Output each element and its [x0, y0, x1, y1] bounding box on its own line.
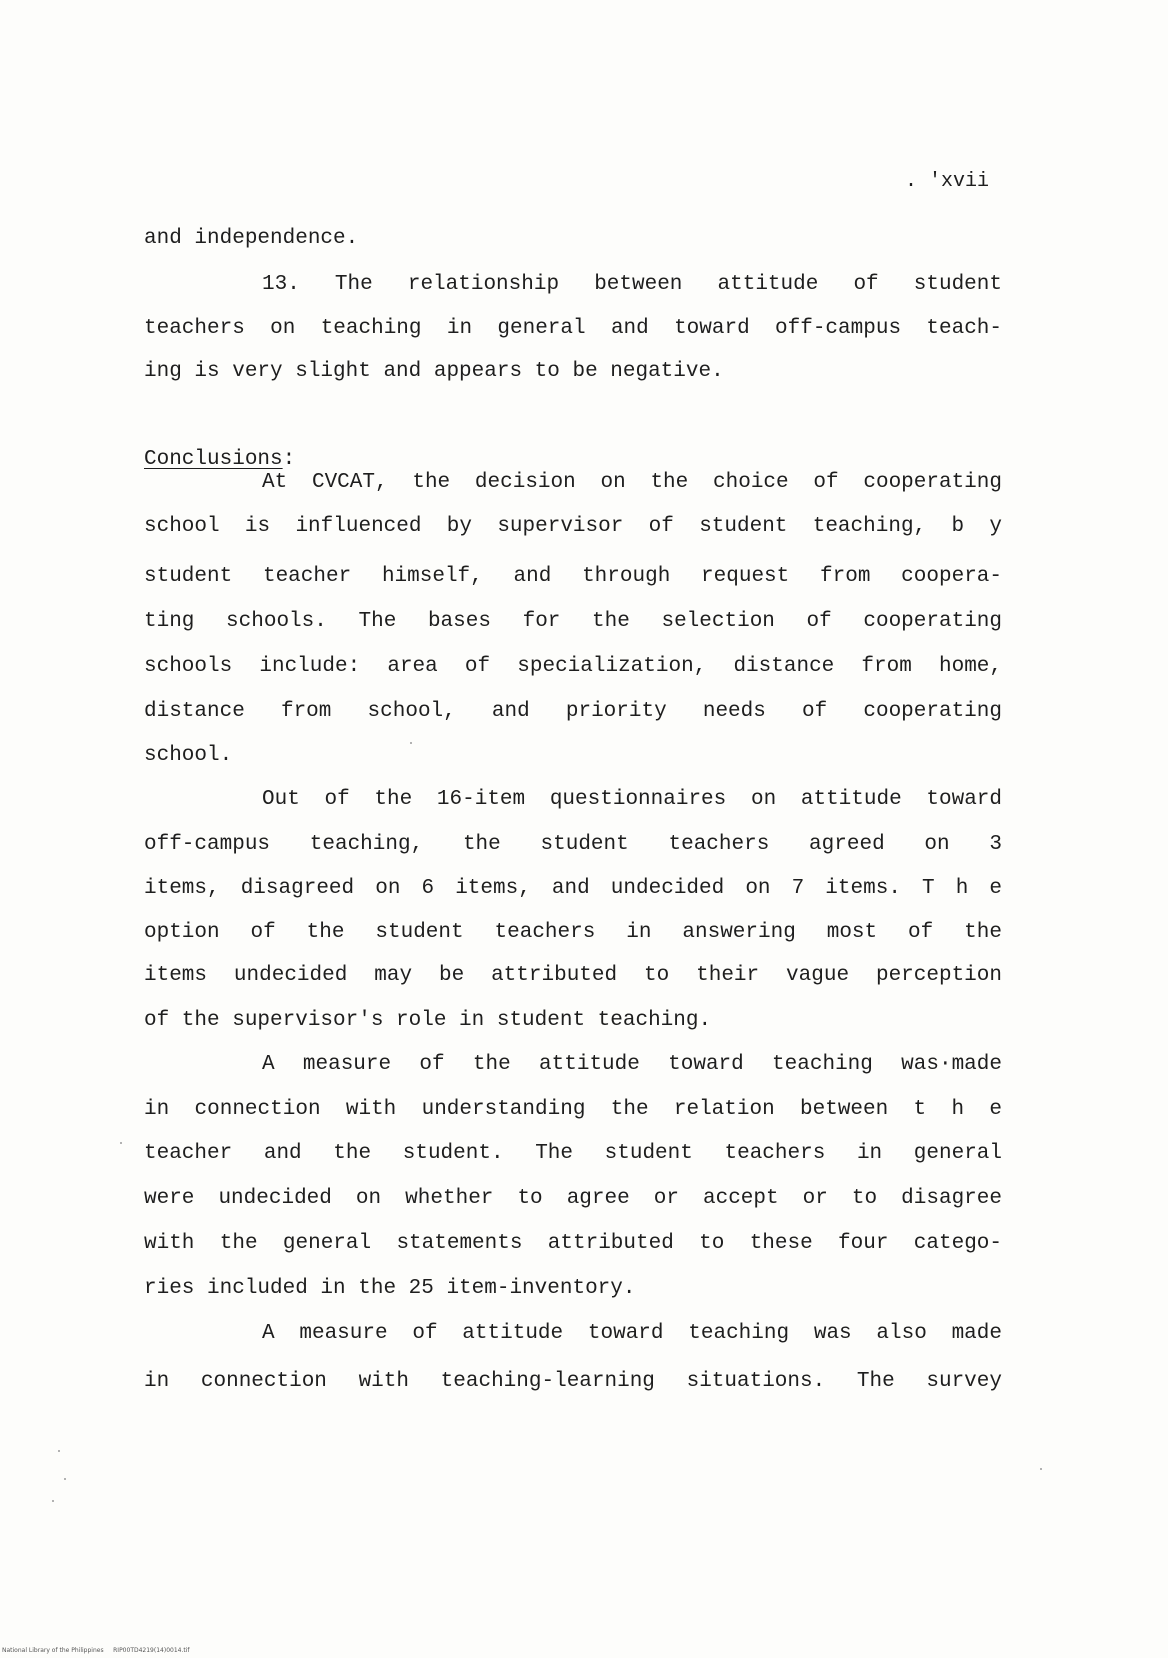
paragraph-2-line: off-campus teaching, the student teachers agreed on 3	[144, 833, 1002, 856]
paragraph-1-line: distance from school, and priority needs of cooperating	[144, 700, 1002, 723]
scan-speck	[58, 1450, 60, 1452]
scan-speck	[1040, 1468, 1042, 1470]
conclusions-heading	[144, 449, 295, 470]
scan-speck	[64, 1478, 66, 1480]
scan-speck	[410, 742, 412, 744]
scan-speck	[120, 1142, 122, 1144]
paragraph-2-line: of the supervisor's role in student teaching.	[144, 1009, 712, 1032]
paragraph-3-line: teacher and the student. The student teachers in general	[144, 1142, 1002, 1165]
intro-line: teachers on teaching in general and toward off-campus teach-	[144, 317, 1002, 340]
paragraph-3-line: A measure of the attitude toward teaching was·made	[262, 1053, 1002, 1076]
paragraph-3-line: ries included in the 25 item-inventory.	[144, 1277, 636, 1300]
paragraph-3-line: in connection with understanding the relation between t h e	[144, 1098, 1002, 1121]
footer-file-id: RIP00TD4219(14)0014.tif	[113, 1647, 190, 1654]
paragraph-1-line: student teacher himself, and through request from coopera-	[144, 565, 1002, 588]
paragraph-4-line: in connection with teaching-learning situations. The survey	[144, 1370, 1002, 1393]
paragraph-3-line: were undecided on whether to agree or accept or to disagree	[144, 1187, 1002, 1210]
paragraph-2-line: items undecided may be attributed to their vague perception	[144, 964, 1002, 987]
paragraph-1-line: ting schools. The bases for the selection of cooperating	[144, 610, 1002, 633]
paragraph-1-line: school.	[144, 744, 233, 767]
heading-label: Conclusions	[144, 448, 283, 471]
scan-speck	[52, 1500, 54, 1502]
intro-line: 13. The relationship between attitude of student	[262, 273, 1002, 296]
scan-footer	[2, 1648, 190, 1654]
paragraph-2-line: items, disagreed on 6 items, and undecided on 7 items. T h e	[144, 877, 1002, 900]
paragraph-1-line: school is influenced by supervisor of student teaching, b y	[144, 515, 1002, 538]
paragraph-3-line: with the general statements attributed to these four catego-	[144, 1232, 1002, 1255]
footer-library: National Library of the Philippines	[2, 1647, 104, 1654]
page-number: . 'xvii	[905, 170, 990, 193]
paragraph-2-line: Out of the 16-item questionnaires on attitude toward	[262, 788, 1002, 811]
intro-line: ing is very slight and appears to be negative.	[144, 360, 724, 383]
paragraph-4-line: A measure of attitude toward teaching was also made	[262, 1322, 1002, 1345]
paragraph-1-line: At CVCAT, the decision on the choice of cooperating	[262, 471, 1002, 494]
paragraph-1-line: schools include: area of specialization, distance from home,	[144, 655, 1002, 678]
paragraph-2-line: option of the student teachers in answering most of the	[144, 921, 1002, 944]
heading-suffix: :	[282, 448, 296, 471]
intro-line: and independence.	[144, 227, 359, 250]
